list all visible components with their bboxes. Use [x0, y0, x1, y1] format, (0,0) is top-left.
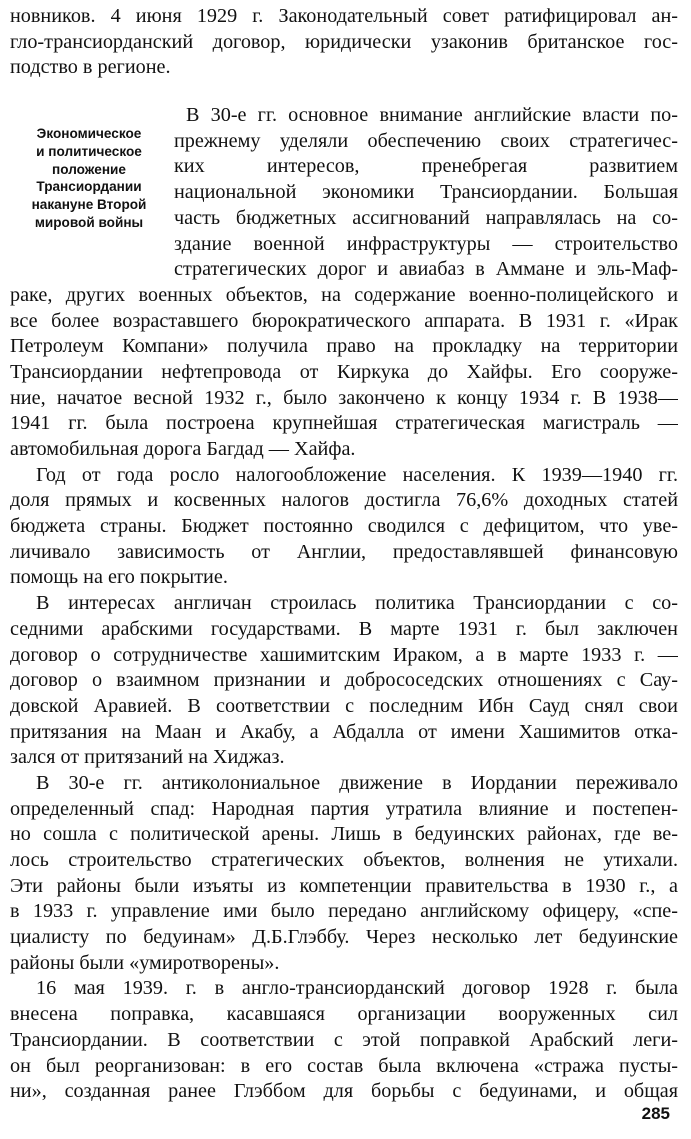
text-line: седними арабскими государствами. В марте 1931 г. был заключен [10, 617, 678, 640]
text-line: все более возраставшего бюрократического аппарата. В 1931 г. «Ирак [10, 309, 678, 332]
text-line: личивало зависимость от Англии, предоставлявшей финансовую [10, 540, 678, 563]
text-line: 16 мая 1939. г. в англо-трансиорданский договор 1928 г. была [36, 977, 678, 1000]
text-line: ни», созданная ранее Глэббом для борьбы с бедуинами, и общая [10, 1080, 678, 1103]
text-line: доля прямых и косвенных налогов достигла 76,6% доходных статей [10, 489, 678, 512]
text-line: национальной экономики Трансиордании. Большая [174, 181, 678, 204]
text-line: ких интересов, пренебрегая развитием [174, 155, 678, 178]
text-line: Год от года росло налогообложение населения. К 1939—1940 гг. [36, 463, 678, 486]
text-line: В 30-е гг. основное внимание английские власти по- [186, 104, 678, 127]
text-line: довской Аравией. В соответствии с последним Ибн Сауд снял свои [10, 694, 678, 717]
book-page [10, 4, 678, 1132]
body-text [10, 283, 678, 1105]
text-line: договор о сотрудничестве хашимитским Ираком, а в марте 1933 г. — [10, 643, 678, 666]
text-line: Петролеум Компани» получила право на прокладку на территории [10, 335, 678, 358]
paragraph [10, 283, 678, 463]
section-opening-text [168, 103, 678, 283]
heading-line: мировой войны [34, 215, 144, 231]
heading-line: положение [52, 161, 126, 177]
paragraph [10, 591, 678, 771]
text-line: притязания на Маан и Акабу, а Абдалла от имени Хашимитов отка- [10, 720, 678, 743]
intro-paragraph [10, 4, 678, 81]
text-line: часть бюджетных ассигнований направлялась на со- [174, 206, 678, 229]
text-line: бюджета страны. Бюджет постоянно сводился с дефицитом, что уве- [10, 515, 678, 538]
text-line: подство в регионе. [10, 56, 171, 79]
text-line: он был реорганизован: в его состав была включена «стража пусты- [10, 1054, 678, 1077]
heading-line: и политическое [36, 143, 142, 159]
text-line: прежнему уделяли обеспечению своих стратегичес- [174, 129, 678, 152]
text-line: 1941 гг. была построена крупнейшая стратегическая магистраль — [10, 412, 678, 435]
text-line: ние, начатое весной 1932 г., было закончено к концу 1934 г. В 1938— [10, 386, 678, 409]
text-line: договор о взаимном признании и добрососедских отношениях с Сау- [10, 669, 678, 692]
text-line: стратегических дорог и авиабаз в Аммане и эль-Маф- [174, 258, 678, 281]
text-line: автомобильная дорога Багдад — Хайфа. [10, 438, 356, 460]
section-heading [10, 103, 168, 232]
text-line: но сошла с политической арены. Лишь в бедуинских районах, где ве- [10, 823, 678, 846]
text-line: определенный спад: Народная партия утратила влияние и постепен- [10, 797, 678, 820]
paragraph [10, 771, 678, 977]
text-line: гло-трансиорданский договор, юридически узаконив британское гос- [10, 30, 678, 53]
text-line: здание военной инфраструктуры — строительство [174, 232, 678, 255]
text-line: циалисту по бедуинам» Д.Б.Глэббу. Через несколько лет бедуинские [10, 926, 678, 949]
heading-line: Трансиордании [36, 179, 142, 195]
paragraph [10, 976, 678, 1104]
text-line: Трансиордании нефтепровода от Киркука до Хайфы. Его сооруже- [10, 360, 678, 383]
text-line: районы были «умиротворены». [10, 951, 280, 974]
page-number: 285 [641, 1104, 670, 1123]
section-block [10, 103, 678, 283]
text-line: лось строительство стратегических объектов, волнения не утихали. [10, 849, 678, 871]
heading-line: Экономическое [36, 126, 142, 142]
text-line: раке, других военных объектов, на содержание военно-полицейского и [10, 283, 678, 306]
heading-line: накануне Второй [31, 197, 147, 213]
paragraph [10, 463, 678, 591]
text-line: в 1933 г. управление ими было передано английскому офицеру, «спе- [10, 900, 678, 923]
text-line: внесена поправка, касавшаяся организации вооруженных сил [10, 1003, 678, 1026]
text-line: зался от притязаний на Хиджаз. [10, 746, 285, 769]
text-line: В 30-е гг. антиколониальное движение в Иордании переживало [36, 771, 678, 794]
text-line: Трансиордании. В соответствии с этой поправкой Арабский леги- [10, 1028, 678, 1051]
text-line: В интересах англичан строилась политика Трансиордании с со- [36, 592, 678, 615]
text-line: помощь на его покрытие. [10, 566, 228, 589]
text-line: новников. 4 июня 1929 г. Законодательный совет ратифицировал ан- [10, 5, 678, 27]
text-line: Эти районы были изъяты из компетенции правительства в 1930 г., а [10, 874, 678, 897]
